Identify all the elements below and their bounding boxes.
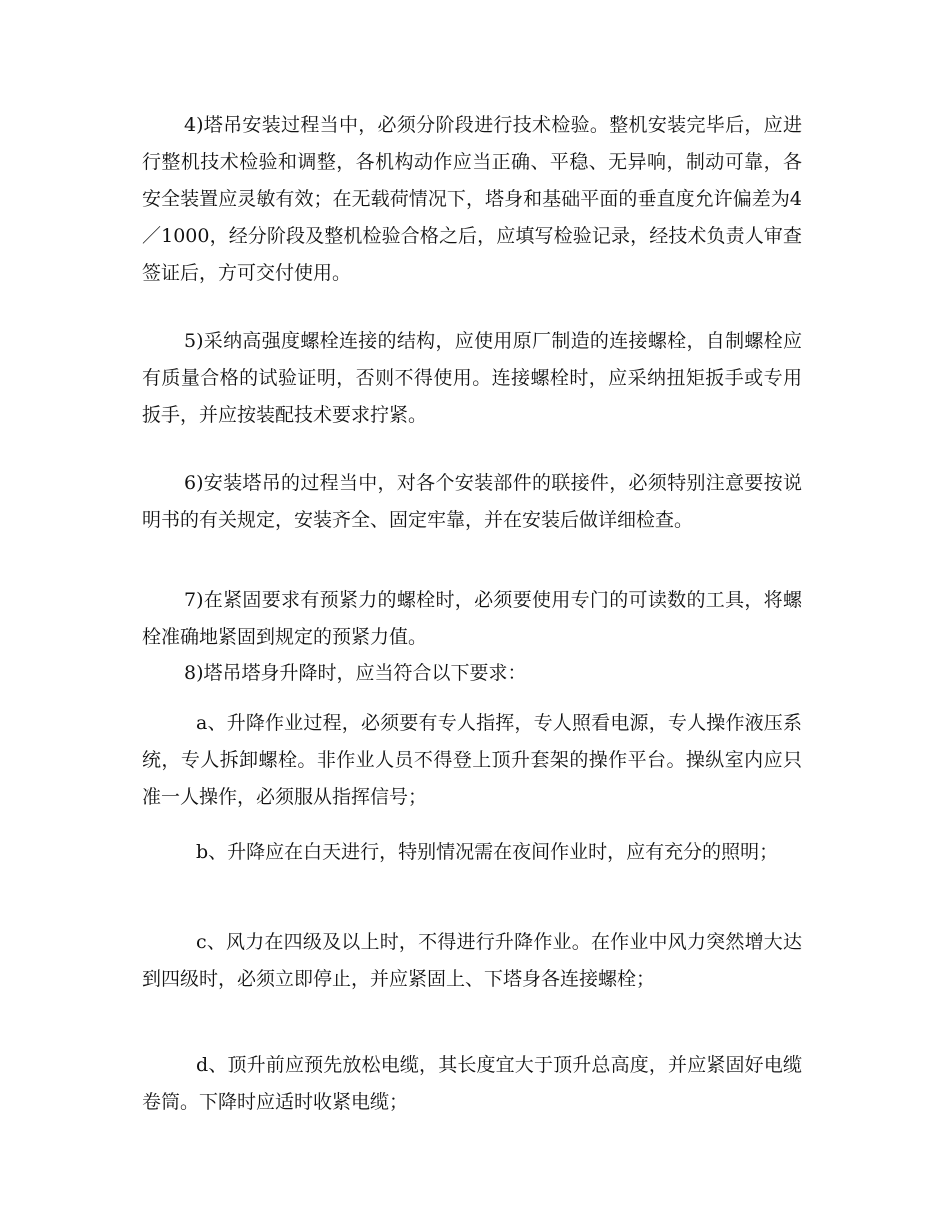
subitem-d: d、顶升前应预先放松电缆，其长度宜大于顶升总高度，并应紧固好电缆卷筒。下降时应适时收紧电缆；: [142, 1054, 802, 1113]
paragraph-item-5: 5)采纳高强度螺栓连接的结构，应使用原厂制造的连接螺栓，自制螺栓应有质量合格的试验证明，否则不得使用。连接螺栓时，应采纳扭矩扳手或专用扳手，并应按装配技术要求拧紧。: [142, 330, 802, 426]
paragraph-item-7: 7)在紧固要求有预紧力的螺栓时，必须要使用专门的可读数的工具，将螺栓准确地紧固到规定的预紧力值。: [142, 589, 802, 648]
subitem-c: c、风力在四级及以上时，不得进行升降作业。在作业中风力突然增大达到四级时，必须立即停止，并应紧固上、下塔身各连接螺栓；: [142, 931, 802, 990]
subitem-a: a、升降作业过程，必须要有专人指挥，专人照看电源，专人操作液压系统，专人拆卸螺栓。非作业人员不得登上顶升套架的操作平台。操纵室内应只准一人操作，必须服从指挥信号；: [142, 712, 802, 808]
paragraph-item-8: 8)塔吊塔身升降时，应当符合以下要求：: [184, 662, 527, 684]
paragraph-item-6: 6)安装塔吊的过程当中，对各个安装部件的联接件，必须特别注意要按说明书的有关规定，安装齐全、固定牢靠，并在安装后做详细检查。: [142, 472, 802, 531]
paragraph-item-4: 4)塔吊安装过程当中，必须分阶段进行技术检验。整机安装完毕后，应进行整机技术检验和调整，各机构动作应当正确、平稳、无异响，制动可靠，各安全装置应灵敏有效；在无载荷情况下，塔身和基础平面的垂直度允许偏差为4／1000，经分阶段及整机检验合格之后，应填写检验记录，经技术负责人审查签证后，方可交付使用。: [142, 114, 802, 284]
subitem-b: b、升降应在白天进行，特别情况需在夜间作业时，应有充分的照明；: [196, 841, 779, 863]
